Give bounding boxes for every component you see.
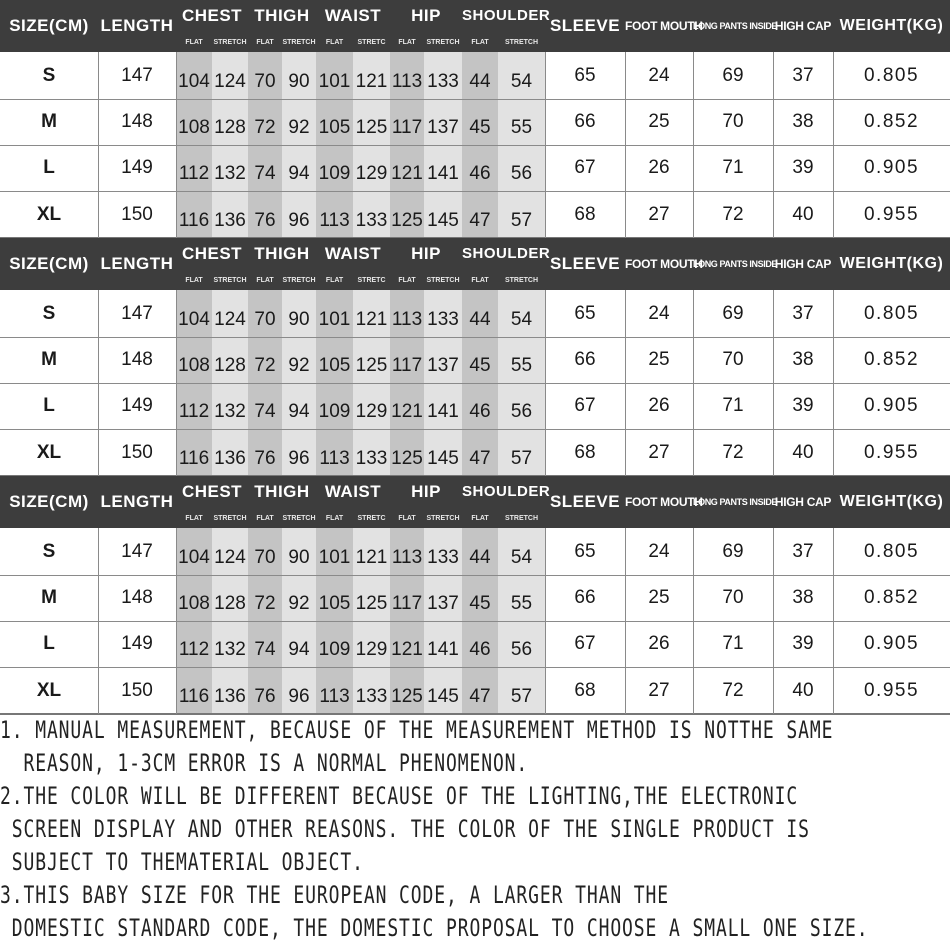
cell-hip-flat: 121 (391, 401, 423, 422)
cell-hip-flat: 125 (391, 686, 423, 707)
cell-chest-flat: 112 (178, 163, 210, 184)
cell-thigh-stretch: 90 (288, 71, 310, 92)
cell-waist-stretch: 125 (355, 355, 388, 376)
note-line: 2.THE COLOR WILL BE DIFFERENT BECAUSE OF THE LIGHTING,THE ELECTRONIC (0, 782, 799, 810)
note-line: SUBJECT TO THEMATERIAL OBJECT. (0, 848, 364, 876)
header-shoulder: SHOULDER (462, 7, 551, 24)
header-waist: WAIST (324, 482, 382, 501)
cell-weight: 0.852 (863, 349, 920, 370)
cell-shoulder-stretch: 54 (510, 71, 533, 92)
cell-weight: 0.805 (863, 65, 920, 86)
sub-header-flat: FLAT (471, 39, 489, 46)
cell-thigh-flat: 76 (254, 686, 276, 707)
sub-header-stretch: STRETCH (426, 39, 460, 46)
table-row (0, 52, 950, 99)
sub-header-stretch: STRETCH (213, 277, 247, 284)
note-line: DOMESTIC STANDARD CODE, THE DOMESTIC PROPOSAL TO CHOOSE A SMALL ONE SIZE. (0, 914, 869, 942)
header-length: LENGTH (100, 254, 174, 273)
header-size: SIZE(CM) (9, 492, 89, 511)
header-high-cap: HIGH CAP (774, 257, 832, 271)
cell-chest-flat: 116 (178, 448, 210, 469)
cell-chest-flat: 104 (178, 547, 210, 568)
header-size: SIZE(CM) (9, 16, 89, 35)
cell-long-pants-inside: 70 (722, 111, 744, 132)
header-foot-mouth: FOOT MOUTH (625, 495, 703, 509)
cell-thigh-stretch: 92 (288, 117, 310, 138)
cell-waist-stretch: 129 (355, 639, 388, 660)
cell-thigh-flat: 74 (254, 639, 276, 660)
cell-length: 147 (121, 541, 153, 562)
cell-hip-flat: 117 (391, 593, 423, 614)
cell-high-cap: 38 (792, 349, 814, 370)
header-thigh: THIGH (254, 6, 310, 25)
cell-waist-flat: 109 (318, 163, 351, 184)
sub-header-flat: FLAT (256, 277, 274, 284)
header-shoulder: SHOULDER (462, 483, 551, 500)
sub-header-stretch: STRETCH (282, 515, 316, 522)
cell-sleeve: 65 (574, 303, 596, 324)
cell-high-cap: 38 (792, 111, 814, 132)
header-foot-mouth: FOOT MOUTH (625, 19, 703, 33)
cell-thigh-stretch: 92 (288, 593, 310, 614)
cell-weight: 0.905 (863, 633, 920, 654)
cell-size: S (42, 303, 56, 324)
table-header (0, 238, 950, 290)
cell-waist-flat: 105 (318, 593, 351, 614)
cell-chest-stretch: 124 (214, 309, 246, 330)
cell-chest-stretch: 128 (214, 593, 246, 614)
cell-hip-stretch: 145 (427, 448, 459, 469)
header-weight: WEIGHT(KG) (839, 17, 944, 34)
cell-length: 149 (121, 395, 153, 416)
header-shoulder: SHOULDER (462, 245, 551, 262)
cell-shoulder-flat: 46 (469, 401, 491, 422)
table-body (0, 528, 950, 714)
cell-thigh-stretch: 96 (288, 448, 310, 469)
cell-length: 150 (121, 204, 153, 225)
cell-foot-mouth: 27 (648, 442, 670, 463)
cell-chest-stretch: 136 (214, 686, 246, 707)
sub-header-flat: FLAT (398, 39, 416, 46)
cell-size: S (42, 65, 56, 86)
cell-chest-stretch: 132 (214, 163, 246, 184)
cell-hip-stretch: 141 (427, 639, 459, 660)
cell-weight: 0.955 (863, 442, 920, 463)
cell-chest-flat: 108 (178, 593, 210, 614)
cell-waist-flat: 101 (318, 71, 351, 92)
sub-header-flat: FLAT (256, 39, 274, 46)
sub-header-flat: FLAT (256, 515, 274, 522)
cell-length: 148 (121, 587, 153, 608)
sub-header-flat: FLAT (471, 277, 489, 284)
cell-long-pants-inside: 71 (722, 395, 744, 416)
table-row (0, 528, 950, 575)
cell-hip-stretch: 141 (427, 401, 459, 422)
header-thigh: THIGH (254, 244, 310, 263)
sub-header-stretch: STRETCH (426, 515, 460, 522)
cell-hip-flat: 125 (391, 448, 423, 469)
cell-waist-flat: 101 (318, 547, 351, 568)
sub-header-flat: FLAT (471, 515, 489, 522)
header-long-pants-inside: LONG PANTS INSIDE (693, 497, 778, 507)
cell-shoulder-stretch: 54 (510, 309, 533, 330)
cell-hip-stretch: 145 (427, 686, 459, 707)
header-hip: HIP (411, 482, 441, 501)
cell-waist-flat: 113 (319, 686, 350, 707)
cell-size: S (42, 541, 56, 562)
cell-sleeve: 66 (574, 349, 596, 370)
cell-thigh-flat: 72 (254, 593, 276, 614)
cell-high-cap: 40 (792, 680, 814, 701)
header-waist: WAIST (324, 244, 382, 263)
table-row (0, 575, 950, 621)
note-line: SCREEN DISPLAY AND OTHER REASONS. THE COLOR OF THE SINGLE PRODUCT IS (0, 815, 810, 843)
cell-sleeve: 68 (574, 442, 596, 463)
cell-high-cap: 40 (792, 442, 814, 463)
cell-foot-mouth: 24 (648, 303, 670, 324)
cell-waist-stretch: 129 (355, 401, 388, 422)
header-waist: WAIST (324, 6, 382, 25)
sub-header-stretch: STRETCH (426, 277, 460, 284)
cell-long-pants-inside: 69 (722, 541, 744, 562)
cell-weight: 0.955 (863, 680, 920, 701)
cell-shoulder-flat: 45 (469, 117, 491, 138)
cell-shoulder-flat: 46 (469, 639, 491, 660)
cell-sleeve: 66 (574, 587, 596, 608)
cell-long-pants-inside: 71 (722, 157, 744, 178)
table-body (0, 290, 950, 476)
header-sleeve: SLEEVE (549, 254, 621, 273)
cell-length: 147 (121, 303, 153, 324)
cell-weight: 0.805 (863, 303, 920, 324)
cell-sleeve: 67 (574, 157, 596, 178)
header-chest: CHEST (181, 482, 243, 501)
cell-length: 149 (121, 633, 153, 654)
cell-foot-mouth: 26 (648, 395, 670, 416)
cell-hip-stretch: 141 (427, 163, 459, 184)
cell-waist-flat: 105 (318, 355, 351, 376)
cell-waist-stretch: 121 (355, 309, 388, 330)
size-table (0, 238, 950, 476)
cell-sleeve: 65 (574, 541, 596, 562)
sub-header-stretch: STRETCH (213, 515, 247, 522)
sub-header-stretch: STRETCH (504, 277, 539, 284)
cell-chest-flat: 108 (178, 355, 210, 376)
cell-sleeve: 68 (574, 680, 596, 701)
table-header (0, 0, 950, 52)
cell-thigh-flat: 70 (254, 547, 276, 568)
table-row (0, 99, 950, 145)
cell-shoulder-flat: 44 (469, 547, 491, 568)
cell-shoulder-stretch: 56 (510, 639, 533, 660)
cell-size: L (43, 633, 55, 654)
cell-shoulder-stretch: 55 (510, 593, 533, 614)
cell-hip-stretch: 137 (427, 117, 459, 138)
cell-weight: 0.905 (863, 395, 920, 416)
cell-thigh-flat: 76 (254, 210, 276, 231)
sub-header-stretch: STRETCH (504, 515, 539, 522)
cell-weight: 0.805 (863, 541, 920, 562)
cell-sleeve: 67 (574, 633, 596, 654)
cell-waist-stretch: 125 (355, 117, 388, 138)
cell-shoulder-flat: 47 (469, 210, 491, 231)
cell-length: 150 (121, 442, 153, 463)
cell-shoulder-stretch: 55 (510, 117, 533, 138)
cell-thigh-stretch: 96 (288, 686, 310, 707)
table-row (0, 667, 950, 714)
cell-waist-flat: 113 (319, 448, 350, 469)
size-table (0, 0, 950, 238)
cell-hip-stretch: 137 (427, 593, 459, 614)
header-thigh: THIGH (254, 482, 310, 501)
cell-thigh-stretch: 96 (288, 210, 310, 231)
header-high-cap: HIGH CAP (774, 495, 832, 509)
cell-shoulder-flat: 44 (469, 309, 491, 330)
header-size: SIZE(CM) (9, 254, 89, 273)
cell-size: L (43, 395, 55, 416)
cell-chest-stretch: 136 (214, 448, 246, 469)
cell-chest-stretch: 128 (214, 117, 246, 138)
cell-weight: 0.852 (863, 111, 920, 132)
cell-foot-mouth: 25 (648, 587, 670, 608)
sub-header-flat: FLAT (325, 277, 344, 284)
header-length: LENGTH (100, 492, 174, 511)
cell-high-cap: 40 (792, 204, 814, 225)
cell-hip-flat: 113 (391, 71, 423, 92)
cell-size: M (41, 587, 57, 608)
cell-shoulder-flat: 46 (469, 163, 491, 184)
cell-chest-stretch: 124 (214, 547, 246, 568)
cell-waist-stretch: 121 (355, 547, 388, 568)
cell-long-pants-inside: 72 (722, 680, 744, 701)
header-hip: HIP (411, 244, 441, 263)
cell-chest-flat: 112 (178, 639, 210, 660)
cell-shoulder-stretch: 56 (510, 401, 533, 422)
sub-header-stretch: STRETC (357, 515, 386, 522)
cell-waist-flat: 109 (318, 639, 351, 660)
cell-size: M (41, 349, 57, 370)
cell-thigh-flat: 76 (254, 448, 276, 469)
cell-high-cap: 39 (792, 395, 814, 416)
cell-waist-stretch: 125 (355, 593, 388, 614)
cell-chest-flat: 104 (178, 71, 210, 92)
table-row (0, 383, 950, 429)
cell-shoulder-flat: 47 (469, 686, 491, 707)
cell-weight: 0.905 (863, 157, 920, 178)
header-chest: CHEST (181, 6, 243, 25)
cell-high-cap: 37 (792, 541, 814, 562)
cell-size: XL (36, 204, 62, 225)
cell-shoulder-flat: 45 (469, 593, 491, 614)
cell-hip-stretch: 133 (427, 309, 459, 330)
header-long-pants-inside: LONG PANTS INSIDE (693, 21, 778, 31)
cell-shoulder-stretch: 56 (510, 163, 533, 184)
cell-shoulder-flat: 47 (469, 448, 491, 469)
size-table (0, 476, 950, 714)
cell-thigh-flat: 74 (254, 163, 276, 184)
cell-foot-mouth: 24 (648, 541, 670, 562)
cell-chest-stretch: 124 (214, 71, 246, 92)
header-long-pants-inside: LONG PANTS INSIDE (693, 259, 778, 269)
header-chest: CHEST (181, 244, 243, 263)
cell-sleeve: 66 (574, 111, 596, 132)
table-row (0, 337, 950, 383)
cell-chest-stretch: 128 (214, 355, 246, 376)
cell-foot-mouth: 25 (648, 349, 670, 370)
header-length: LENGTH (100, 16, 174, 35)
cell-waist-flat: 113 (319, 210, 350, 231)
cell-hip-flat: 121 (391, 163, 423, 184)
sub-header-flat: FLAT (325, 39, 344, 46)
cell-high-cap: 39 (792, 633, 814, 654)
cell-thigh-flat: 72 (254, 355, 276, 376)
header-sleeve: SLEEVE (549, 16, 621, 35)
cell-length: 148 (121, 349, 153, 370)
cell-shoulder-flat: 44 (469, 71, 491, 92)
cell-length: 150 (121, 680, 153, 701)
header-weight: WEIGHT(KG) (839, 493, 944, 510)
cell-shoulder-stretch: 54 (510, 547, 533, 568)
sub-header-stretch: STRETCH (504, 39, 539, 46)
cell-hip-flat: 121 (391, 639, 423, 660)
table-row (0, 145, 950, 191)
cell-hip-flat: 125 (391, 210, 423, 231)
cell-waist-flat: 105 (318, 117, 351, 138)
cell-hip-stretch: 145 (427, 210, 459, 231)
header-sleeve: SLEEVE (549, 492, 621, 511)
table-row (0, 621, 950, 667)
cell-long-pants-inside: 69 (722, 303, 744, 324)
cell-shoulder-stretch: 55 (510, 355, 533, 376)
cell-foot-mouth: 27 (648, 680, 670, 701)
sub-header-flat: FLAT (398, 277, 416, 284)
cell-waist-stretch: 133 (355, 448, 388, 469)
cell-hip-stretch: 133 (427, 547, 459, 568)
sub-header-stretch: STRETCH (213, 39, 247, 46)
table-row (0, 290, 950, 337)
note-line: 3.THIS BABY SIZE FOR THE EUROPEAN CODE, A LARGER THAN THE (0, 881, 670, 909)
cell-chest-stretch: 136 (214, 210, 246, 231)
cell-chest-stretch: 132 (214, 639, 246, 660)
cell-hip-flat: 113 (391, 309, 423, 330)
cell-hip-stretch: 137 (427, 355, 459, 376)
sub-header-flat: FLAT (398, 515, 416, 522)
cell-waist-stretch: 133 (355, 686, 388, 707)
note-line: 1. MANUAL MEASUREMENT, BECAUSE OF THE MEASUREMENT METHOD IS NOTTHE SAME (0, 716, 834, 744)
cell-long-pants-inside: 72 (722, 204, 744, 225)
cell-hip-flat: 117 (391, 117, 423, 138)
cell-foot-mouth: 25 (648, 111, 670, 132)
table-row (0, 191, 950, 238)
cell-long-pants-inside: 70 (722, 587, 744, 608)
cell-waist-stretch: 129 (355, 163, 388, 184)
cell-thigh-flat: 74 (254, 401, 276, 422)
cell-waist-stretch: 133 (355, 210, 388, 231)
cell-thigh-stretch: 94 (288, 163, 310, 184)
sub-header-stretch: STRETCH (282, 277, 316, 284)
cell-sleeve: 65 (574, 65, 596, 86)
cell-thigh-stretch: 92 (288, 355, 310, 376)
table-row (0, 429, 950, 476)
cell-long-pants-inside: 70 (722, 349, 744, 370)
cell-foot-mouth: 24 (648, 65, 670, 86)
cell-chest-flat: 108 (178, 117, 210, 138)
cell-waist-flat: 109 (318, 401, 351, 422)
cell-hip-flat: 113 (391, 547, 423, 568)
cell-foot-mouth: 26 (648, 157, 670, 178)
cell-weight: 0.955 (863, 204, 920, 225)
sub-header-stretch: STRETC (357, 39, 386, 46)
cell-length: 148 (121, 111, 153, 132)
cell-high-cap: 37 (792, 303, 814, 324)
cell-shoulder-stretch: 57 (510, 686, 533, 707)
cell-size: XL (36, 442, 62, 463)
cell-foot-mouth: 26 (648, 633, 670, 654)
table-body (0, 52, 950, 238)
cell-thigh-stretch: 94 (288, 639, 310, 660)
cell-weight: 0.852 (863, 587, 920, 608)
cell-sleeve: 68 (574, 204, 596, 225)
cell-long-pants-inside: 71 (722, 633, 744, 654)
cell-foot-mouth: 27 (648, 204, 670, 225)
cell-high-cap: 39 (792, 157, 814, 178)
sub-header-flat: FLAT (185, 515, 203, 522)
sub-header-flat: FLAT (185, 277, 203, 284)
cell-thigh-flat: 70 (254, 309, 276, 330)
sub-header-stretch: STRETC (357, 277, 386, 284)
cell-chest-flat: 116 (178, 210, 210, 231)
cell-hip-stretch: 133 (427, 71, 459, 92)
cell-chest-stretch: 132 (214, 401, 246, 422)
cell-thigh-flat: 70 (254, 71, 276, 92)
cell-size: M (41, 111, 57, 132)
cell-chest-flat: 104 (178, 309, 210, 330)
cell-long-pants-inside: 72 (722, 442, 744, 463)
cell-high-cap: 37 (792, 65, 814, 86)
cell-high-cap: 38 (792, 587, 814, 608)
sub-header-flat: FLAT (325, 515, 344, 522)
cell-hip-flat: 117 (391, 355, 423, 376)
header-high-cap: HIGH CAP (774, 19, 832, 33)
cell-thigh-stretch: 94 (288, 401, 310, 422)
sub-header-stretch: STRETCH (282, 39, 316, 46)
cell-sleeve: 67 (574, 395, 596, 416)
cell-thigh-flat: 72 (254, 117, 276, 138)
cell-chest-flat: 112 (178, 401, 210, 422)
cell-shoulder-stretch: 57 (510, 448, 533, 469)
cell-chest-flat: 116 (178, 686, 210, 707)
cell-long-pants-inside: 69 (722, 65, 744, 86)
table-header (0, 476, 950, 528)
header-hip: HIP (411, 6, 441, 25)
header-foot-mouth: FOOT MOUTH (625, 257, 703, 271)
cell-length: 149 (121, 157, 153, 178)
cell-thigh-stretch: 90 (288, 309, 310, 330)
cell-thigh-stretch: 90 (288, 547, 310, 568)
cell-size: XL (36, 680, 62, 701)
cell-size: L (43, 157, 55, 178)
cell-waist-stretch: 121 (355, 71, 388, 92)
cell-waist-flat: 101 (318, 309, 351, 330)
cell-shoulder-flat: 45 (469, 355, 491, 376)
cell-shoulder-stretch: 57 (510, 210, 533, 231)
header-weight: WEIGHT(KG) (839, 255, 944, 272)
note-line: REASON, 1-3CM ERROR IS A NORMAL PHENOMENON. (0, 749, 529, 777)
cell-length: 147 (121, 65, 153, 86)
sub-header-flat: FLAT (185, 39, 203, 46)
